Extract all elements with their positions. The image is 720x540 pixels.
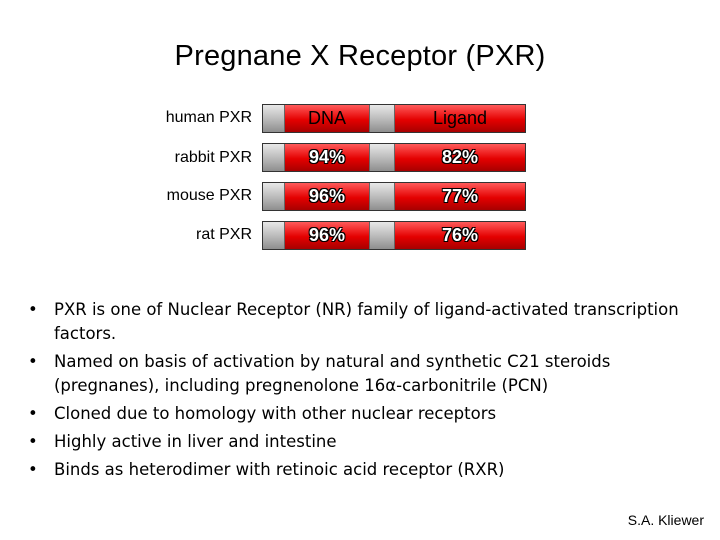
bullet-item [22,298,712,346]
bullet-text: Cloned due to homology with other nuclear receptors [54,404,497,423]
hinge-segment [369,144,395,171]
species-label-human: human PXR [165,109,252,126]
dna-identity-value: 96% [285,183,369,210]
bullet-item [22,350,712,398]
bullet-text: Named on basis of activation by natural and synthetic C21 steroids (pregnanes), including pregnenolone 16α-carbonitrile (PCN) [54,352,611,395]
dna-identity-value: 96% [285,222,369,249]
receptor-bar-rat [262,221,526,250]
bullet-marker: • [28,352,38,371]
bullet-marker: • [28,432,38,451]
receptor-bar-rabbit [262,143,526,172]
bullet-item [22,458,712,482]
n-terminal-segment [263,144,285,171]
receptor-bar-mouse [262,182,526,211]
species-label-rabbit: rabbit PXR [174,149,252,166]
ligand-identity-value: 76% [395,222,525,249]
bullet-marker: • [28,300,38,319]
bullet-marker: • [28,404,38,423]
receptor-bar-human [262,104,526,133]
n-terminal-segment [263,222,285,249]
n-terminal-segment [263,183,285,210]
dna-identity-value: 94% [285,144,369,171]
bullet-item [22,430,712,454]
author-credit: S.A. Kliewer [627,512,704,528]
n-terminal-segment [263,105,285,132]
species-label-rat: rat PXR [195,226,252,243]
slide-title: Pregnane X Receptor (PXR) [174,40,546,72]
ligand-identity-value: 82% [395,144,525,171]
ligand-binding-domain: Ligand [395,105,525,132]
dna-binding-domain: DNA [285,105,369,132]
bullet-list [22,298,712,486]
bullet-text: Highly active in liver and intestine [54,432,337,451]
hinge-segment [369,105,395,132]
ligand-identity-value: 77% [395,183,525,210]
bullet-item [22,402,712,426]
hinge-segment [369,222,395,249]
species-label-mouse: mouse PXR [166,187,252,204]
hinge-segment [369,183,395,210]
bullet-marker: • [28,460,38,479]
bullet-text: Binds as heterodimer with retinoic acid receptor (RXR) [54,460,505,479]
bullet-text: PXR is one of Nuclear Receptor (NR) family of ligand-activated transcription factors. [54,300,679,343]
